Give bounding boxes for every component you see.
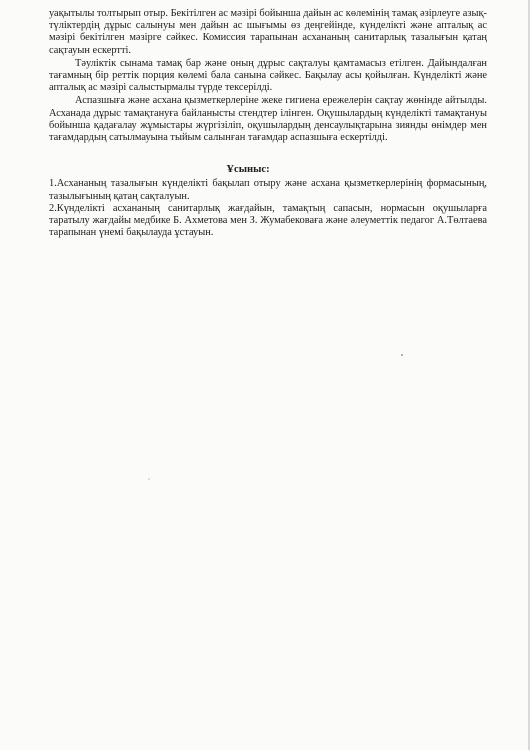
recommendations-heading: Ұсыныс: xyxy=(226,164,270,176)
recommendation-item-1: 1.Асхананың тазалығын күнделікті бақылап отыру және асхана қызметкерлерінің формасының, тазылығының қатаң сақталуын. xyxy=(49,178,487,202)
document-body xyxy=(49,8,487,239)
scan-speck xyxy=(148,478,150,480)
paragraph-hygiene-rules: Аспазшыға және асхана қызметкерлеріне жеке гигиена ережелерін сақтау жөнінде айтылды. Асханада дұрыс тамақтануға байланысты стендтер ілінген. Оқушылардың күнделікті тамақтануы бойынша қадағалау жұмыстары жүргізіліп, оқушылардың денсаулықтарына зиянды өнімдер мен тағамдардың сатылмауына тыйым салынған тағамдар аспазшыға ескертілді. xyxy=(49,95,487,144)
scan-speck xyxy=(401,354,403,356)
paragraph-daily-sample: Тәуліктік сынама тамақ бар және оның дұрыс сақталуы қамтамасыз етілген. Дайындалған тағамның бір реттік порция көлемі бала санына сәйкес. Бақылау асы қойылған. Күнделікті және апталық ас мәзірі салыстырмалы түрде тексерілді. xyxy=(49,57,487,94)
paragraph-continuation: уақытылы толтырып отыр. Бекітілген ас мәзірі бойынша дайын ас көлемінің тамақ әзірлеуге азық-түліктердің дұрыс салынуы мен дайын ас шығымы өз деңгейінде, күнделікті және апталық ас мәзірі бекітілген мәзірге сәйкес. Комиссия тарапынан асхананың санитарлық тазалығын қатаң сақтауын ескертті. xyxy=(49,8,487,56)
recommendation-item-2: 2.Күнделікті асхананың санитарлық жағдайын, тамақтың сапасын, нормасын оқушыларға таратылу жағдайы медбике Б. Ахметова мен З. Жумабековаға және әлеуметтік педагог А.Төлтаева тарапынан үнемі бақылауда ұстауын. xyxy=(49,202,487,239)
